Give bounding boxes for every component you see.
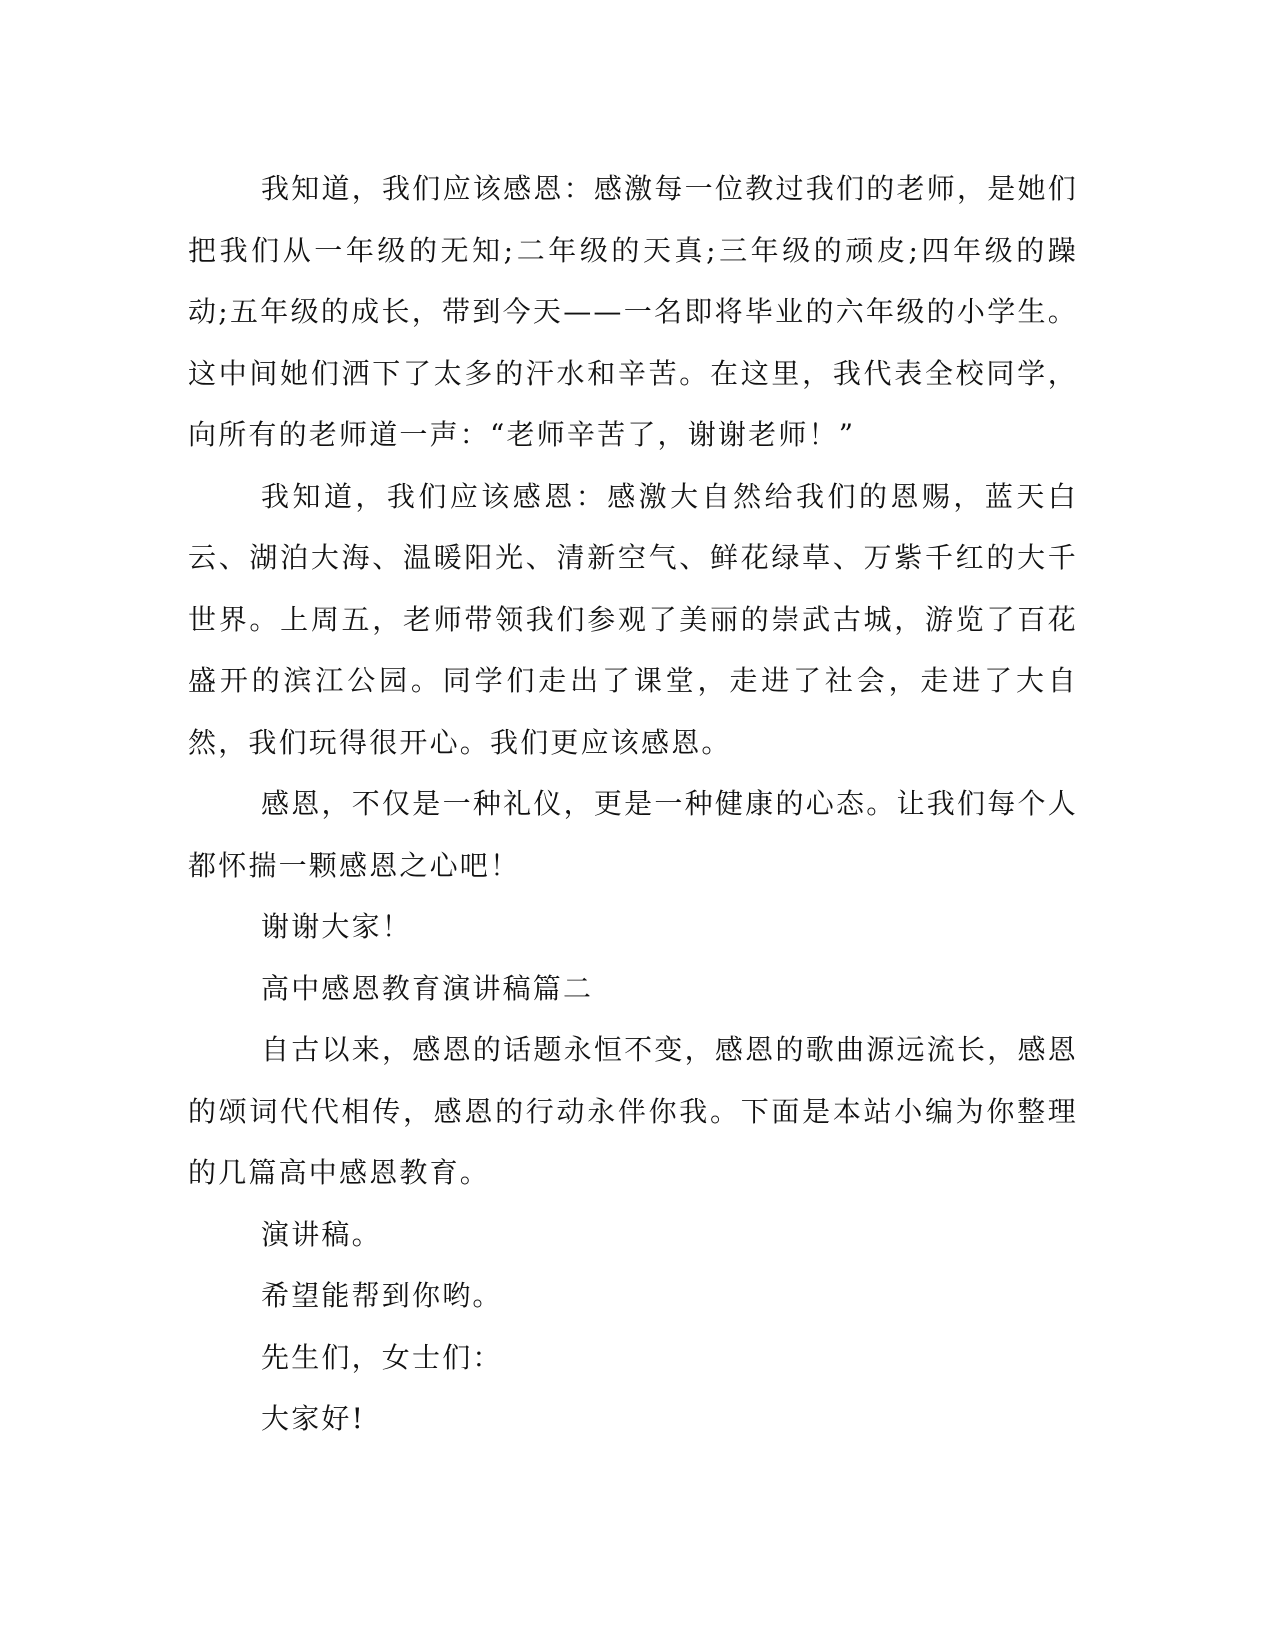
paragraph-greeting: 大家好!	[261, 1402, 366, 1435]
paragraph-hope: 希望能帮到你哟。	[261, 1279, 503, 1312]
paragraph-speech-draft: 演讲稿。	[261, 1217, 382, 1251]
section-heading: 高中感恩教育演讲稿篇二	[261, 971, 594, 1005]
paragraph-thanks-everyone: 谢谢大家！	[261, 910, 413, 943]
document-body	[188, 158, 1078, 1450]
paragraph-thank-nature: 我知道，我们应该感恩：感激大自然给我们的恩赐，蓝天白云、湖泊大海、温暖阳光、清新空气、鲜花绿草、万紫千红的大千世界。上周五，老师带领我们参观了美丽的崇武古城，游览了百花盛开的滨江公园。同学们走出了课堂，走进了社会，走进了大自然，我们玩得很开心。我们更应该感恩。	[188, 479, 1078, 759]
paragraph-thank-teachers: 我知道，我们应该感恩：感激每一位教过我们的老师，是她们把我们从一年级的无知;二年级的天真;三年级的顽皮;四年级的躁动;五年级的成长，带到今天——一名即将毕业的六年级的小学生。这中间她们洒下了太多的汗水和辛苦。在这里，我代表全校同学，向所有的老师道一声：“老师辛苦了，谢谢老师！”	[188, 172, 1078, 451]
paragraph-salutation: 先生们，女士们：	[261, 1340, 503, 1374]
paragraph-gratitude-attitude: 感恩，不仅是一种礼仪，更是一种健康的心态。让我们每个人都怀揣一颗感恩之心吧！	[188, 787, 1078, 882]
paragraph-intro: 自古以来，感恩的话题永恒不变，感恩的歌曲源远流长，感恩的颂词代代相传，感恩的行动永伴你我。下面是本站小编为你整理的几篇高中感恩教育。	[188, 1033, 1078, 1189]
